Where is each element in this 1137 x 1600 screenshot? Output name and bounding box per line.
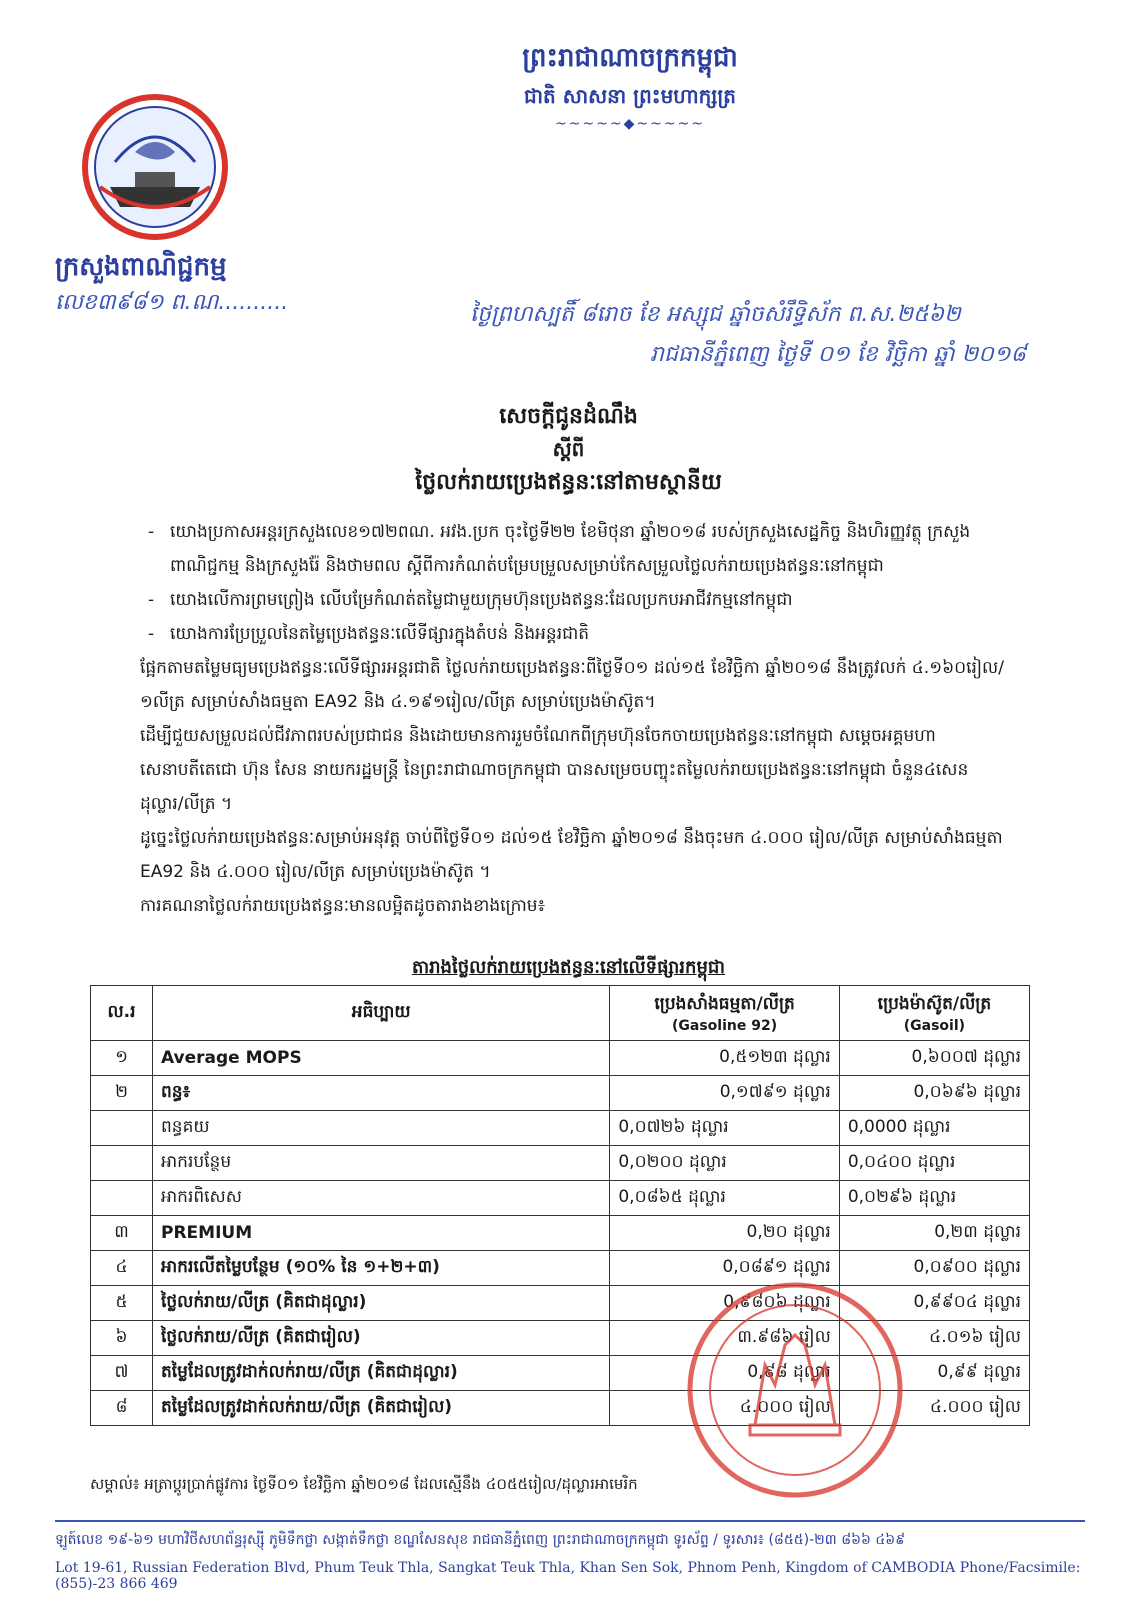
header-gasoline-label: ប្រេងសាំងធម្មតា/លីត្រ [654, 993, 795, 1014]
row-description: តម្លៃដែលត្រូវដាក់លក់រាយ/លីត្រ (គិតជារៀល) [153, 1391, 610, 1426]
row-number: ២ [91, 1076, 153, 1111]
row-diesel-value: 0,០២៩៦ ដុល្លារ [839, 1181, 1029, 1216]
header-description: អធិប្បាយ [153, 986, 610, 1041]
row-number: ៧ [91, 1356, 153, 1391]
header-gasoline-sub: (Gasoline 92) [672, 1017, 778, 1034]
official-stamp [680, 1275, 910, 1505]
table-row [91, 1146, 1030, 1181]
kingdom-title: ព្រះរាជាណាចក្រកម្ពុជា [522, 43, 738, 73]
table-caption: តារាងថ្លៃលក់រាយប្រេងឥន្ធនៈនៅលើទីផ្សារកម្ពុជា [411, 957, 726, 978]
row-diesel-value: ៤.០០០ រៀល [839, 1391, 1029, 1426]
ornament-divider: ~~~~~◆~~~~~ [554, 116, 706, 132]
reference-bullet: - យោងការប្រែប្រួលនៃតម្លៃប្រេងឥន្ធនៈលើទីផ្សារក្នុងតំបន់ និងអន្តរជាតិ [130, 617, 1010, 651]
ministry-name: ក្រសួងពាណិជ្ជកម្ម [55, 252, 227, 282]
row-diesel-value: 0,០៦៩៦ ដុល្លារ [839, 1076, 1029, 1111]
notice-topic: ថ្លៃលក់រាយប្រេងឥន្ធនៈនៅតាមស្ថានីយ [415, 470, 722, 495]
footer-address-khmer: ឡូត៍លេខ ១៩-៦១ មហាវិថីសហព័ន្ធរុស្ស៊ី ភូមិទឹកថ្លា សង្កាត់ទឹកថ្លា ខណ្ឌសែនសុខ រាជធានីភ្នំពេញ ព្រះរាជាណាចក្រកម្ពុជា ទូរស័ព្ទ / ទូរសារ៖ (៨៥៥)-២៣ ៨៦៦ ៤៦៩ [55, 1532, 906, 1548]
row-gasoline-value: 0,៩៨០៦ ដុល្លារ [610, 1286, 839, 1321]
row-description: អាករលើតម្លៃបន្ថែម (១០% នៃ ១+២+៣) [153, 1251, 610, 1286]
row-gasoline-value: 0,៩៨ ដុល្លារ [610, 1356, 839, 1391]
header-diesel [839, 986, 1029, 1041]
notice-subtitle: ស្តីពី [552, 437, 585, 461]
reference-bullet: - យោងប្រកាសអន្តរក្រសួងលេខ១៧២ពណ. អវង.ប្រក ចុះថ្ងៃទី២២ ខែមិថុនា ឆ្នាំ២០១៨ របស់ក្រសួងសេដ្ឋកិច្ច និងហិរញ្ញវត្ថុ ក្រសួងពាណិជ្ជកម្ម និងក្រសួងរ៉ែ និងថាមពល ស្តីពីការកំណត់បម្រែបម្រួលសម្រាប់កែសម្រួលថ្លៃលក់រាយប្រេងឥន្ធនៈនៅកម្ពុជា [130, 515, 1010, 583]
header-kingdom [380, 40, 880, 132]
row-description: តម្លៃដែលត្រូវដាក់លក់រាយ/លីត្រ (គិតជាដុល្លារ) [153, 1356, 610, 1391]
notice-body [130, 515, 1010, 923]
row-description: ពន្ធគយ [153, 1111, 610, 1146]
row-description: ពន្ធ៖ [153, 1076, 610, 1111]
row-diesel-value: ៤.០១៦ រៀល [839, 1321, 1029, 1356]
notice-title: សេចក្តីជូនដំណឹង [499, 404, 638, 429]
row-description: អាករពិសេស [153, 1181, 610, 1216]
row-number [91, 1181, 153, 1216]
row-gasoline-value: 0,០៨៩១ ដុល្លារ [610, 1251, 839, 1286]
row-diesel-value: 0,៦០០៧ ដុល្លារ [839, 1041, 1029, 1076]
row-number: ៨ [91, 1391, 153, 1426]
row-number: ១ [91, 1041, 153, 1076]
row-description: ថ្លៃលក់រាយ/លីត្រ (គិតជាដុល្លារ) [153, 1286, 610, 1321]
header-diesel-label: ប្រេងម៉ាស៊ូត/លីត្រ [877, 993, 992, 1014]
reference-bullet: - យោងលើការព្រមព្រៀង លើបម្រែកំណត់តម្លៃជាមួយក្រុមហ៊ុនប្រេងឥន្ធនៈដែលប្រកបអាជីវកម្មនៅកម្ពុជា [130, 583, 1010, 617]
table-row [91, 1076, 1030, 1111]
kingdom-motto: ជាតិ សាសនា ព្រះមហាក្សត្រ [524, 84, 736, 108]
date-solar: រាជធានីភ្នំពេញ ថ្ងៃទី ០១ ខែ វិច្ឆិកា ឆ្នាំ ២០១៨ [650, 342, 1027, 367]
table-row [91, 1111, 1030, 1146]
row-gasoline-value: 0,០២០០ ដុល្លារ [610, 1146, 839, 1181]
exchange-rate-note: សម្គាល់៖ អត្រាប្តូរប្រាក់ផ្លូវការ ថ្ងៃទី០១ ខែវិច្ឆិកា ឆ្នាំ២០១៨ ដែលស្មើនឹង ៤០៥៥រៀល/ដុល្លារអាមេរិក [90, 1475, 638, 1493]
row-gasoline-value: 0,១៧៩១ ដុល្លារ [610, 1076, 839, 1111]
paragraph: ការគណនាថ្លៃលក់រាយប្រេងឥន្ធនៈមានលម្អិតដូចតារាងខាងក្រោម៖ [140, 896, 546, 916]
row-number: ៦ [91, 1321, 153, 1356]
row-description: ថ្លៃលក់រាយ/លីត្រ (គិតជារៀល) [153, 1321, 610, 1356]
row-description: អាករបន្ថែម [153, 1146, 610, 1181]
row-number: ៤ [91, 1251, 153, 1286]
footer-address-english: Lot 19-61, Russian Federation Blvd, Phum Teuk Thla, Sangkat Teuk Thla, Khan Sen Sok, Phnom Penh, Kingdom of CAMBODIA Phone/Facsimile: (855)-23 866 469 [55, 1560, 1081, 1592]
header-no: ល.រ [91, 986, 153, 1041]
row-diesel-value: 0,២៣ ដុល្លារ [839, 1216, 1029, 1251]
row-description: PREMIUM [153, 1216, 610, 1251]
row-number: ៣ [91, 1216, 153, 1251]
header-gasoline [610, 986, 839, 1041]
row-gasoline-value: 0,៥១២៣ ដុល្លារ [610, 1041, 839, 1076]
table-row [91, 1216, 1030, 1251]
footer-divider [55, 1520, 1085, 1522]
row-gasoline-value: 0,០៨៦៥ ដុល្លារ [610, 1181, 839, 1216]
paragraph: ដូច្នេះថ្លៃលក់រាយប្រេងឥន្ធនៈសម្រាប់អនុវត្ត ចាប់ពីថ្ងៃទី០១ ដល់១៥ ខែវិច្ឆិកា ឆ្នាំ២០១៨ នឹងចុះមក ៤.០០០ រៀល/លីត្រ សម្រាប់សាំងធម្មតា EA92 និង ៤.០០០ រៀល/លីត្រ សម្រាប់ប្រេងម៉ាស៊ូត ។ [140, 828, 1003, 882]
row-gasoline-value: 0,០៧២៦ ដុល្លារ [610, 1111, 839, 1146]
header-diesel-sub: (Gasoil) [903, 1017, 966, 1034]
paragraph: ផ្អែកតាមតម្លៃមធ្យមប្រេងឥន្ធនៈលើទីផ្សារអន្តរជាតិ ថ្លៃលក់រាយប្រេងឥន្ធនៈពីថ្ងៃទី០១ ដល់១៥ ខែវិច្ឆិកា ឆ្នាំ២០១៨ នឹងត្រូវលក់ ៤.១៦០រៀល/១លីត្រ សម្រាប់សាំងធម្មតា EA92 និង ៤.១៩១រៀល/លីត្រ សម្រាប់ប្រេងម៉ាស៊ូត។ [140, 658, 1004, 712]
row-diesel-value: 0,៩៩០៤ ដុល្លារ [839, 1286, 1029, 1321]
row-description: Average MOPS [153, 1041, 610, 1076]
row-gasoline-value: 0,២០ ដុល្លារ [610, 1216, 839, 1251]
date-lunar: ថ្ងៃព្រហស្បតិ៍ ៨រោច ខែ អស្សុជ ឆ្នាំចសំរឹទ្ធិស័ក ព.ស.២៥៦២ [470, 302, 961, 327]
row-number: ៥ [91, 1286, 153, 1321]
table-row [91, 1041, 1030, 1076]
row-diesel-value: 0,០៩០០ ដុល្លារ [839, 1251, 1029, 1286]
reference-number: លេខ៣៩៨១ ព.ណ.......... [55, 290, 289, 315]
row-diesel-value: 0,០៤០០ ដុល្លារ [839, 1146, 1029, 1181]
ministry-logo [80, 92, 230, 242]
row-number [91, 1146, 153, 1181]
paragraph: ដើម្បីជួយសម្រួលដល់ជីវភាពរបស់ប្រជាជន និងដោយមានការរួមចំណែកពីក្រុមហ៊ុនចែកចាយប្រេងឥន្ធនៈនៅកម្ពុជា សម្តេចអគ្គមហាសេនាបតីតេជោ ហ៊ុន សែន នាយករដ្ឋមន្ត្រី នៃព្រះរាជាណាចក្រកម្ពុជា បានសម្រេចបញ្ចុះតម្លៃលក់រាយប្រេងឥន្ធនៈនៅកម្ពុជា ចំនួន៤សេនដុល្លារ/លីត្រ ។ [140, 726, 969, 814]
table-header-row [91, 986, 1030, 1041]
table-row [91, 1181, 1030, 1216]
row-diesel-value: 0,៩៩ ដុល្លារ [839, 1356, 1029, 1391]
row-gasoline-value: ៣.៩៨៦ រៀល [610, 1321, 839, 1356]
row-gasoline-value: ៤.០០០ រៀល [610, 1391, 839, 1426]
row-diesel-value: 0,0000 ដុល្លារ [839, 1111, 1029, 1146]
row-number [91, 1111, 153, 1146]
